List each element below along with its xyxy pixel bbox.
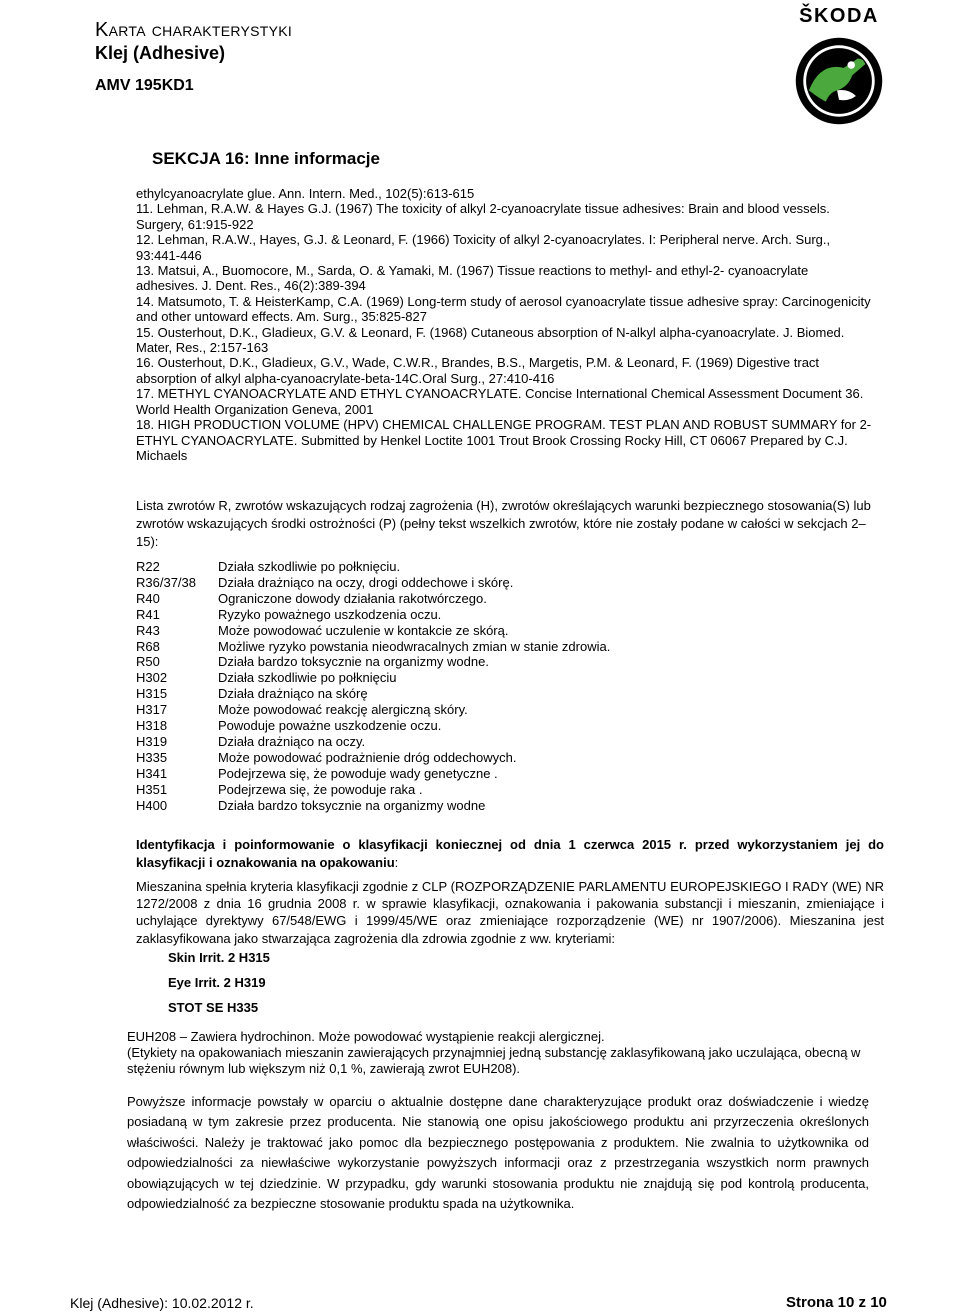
phrase-row bbox=[136, 591, 610, 607]
phrase-row bbox=[136, 559, 610, 575]
phrase-code: H319 bbox=[136, 733, 168, 749]
phrase-row bbox=[136, 670, 610, 686]
phrase-text: Ryzyko poważnego uszkodzenia oczu. bbox=[218, 606, 442, 622]
hazard-classes bbox=[168, 948, 270, 1023]
phrase-code: H315 bbox=[136, 686, 168, 702]
phrase-code: H335 bbox=[136, 749, 168, 765]
classification-heading bbox=[136, 836, 884, 872]
reference-item: 16. Ousterhout, D.K., Gladieux, G.V., Wade, C.W.R., Brandes, B.S., Margetis, P.M. & Leonard, F. (1969) Digestive tract absorption of alkyl alpha-cyanoacrylate-beta-14C.Oral Surg., 27:410-416 bbox=[136, 355, 820, 386]
footer-page-number: Strona 10 z 10 bbox=[786, 1294, 887, 1311]
euh-explanation: (Etykiety na opakowaniach mieszanin zawierających przynajmniej jedną substancję zaklasyfikowaną jako uczulająca, obecną w stężeniu równym lub większym niż 0,1 %, zawierają zwrot EUH208). bbox=[127, 1045, 861, 1076]
phrase-code: H351 bbox=[136, 781, 168, 797]
phrase-text: Może powodować podrażnienie dróg oddechowych. bbox=[218, 749, 517, 765]
reference-item: 14. Matsumoto, T. & HeisterKamp, C.A. (1969) Long-term study of aerosol cyanoacrylate tissue adhesive spray: Carcinogenicity and other untoward effects. Am. Surg., 35:825-827 bbox=[136, 293, 871, 325]
phrase-row bbox=[136, 798, 610, 814]
reference-item: 18. HIGH PRODUCTION VOLUME (HPV) CHEMICAL CHALLENGE PROGRAM. TEST PLAN AND ROBUST SUMMARY for 2-ETHYL CYANOACRYLATE. Submitted by Henkel Loctite 1001 Trout Brook Crossing Rocky Hill, CT 06067 Prepared by C.J. Michaels bbox=[136, 417, 872, 463]
phrase-text: Działa bardzo toksycznie na organizmy wodne bbox=[218, 797, 486, 813]
phrase-row bbox=[136, 782, 610, 798]
phrase-text: Podejrzewa się, że powoduje raka . bbox=[218, 781, 423, 797]
phrase-text: Powoduje poważne uszkodzenie oczu. bbox=[218, 718, 442, 734]
phrase-text: Działa drażniąco na oczy. bbox=[218, 733, 366, 749]
section-title: SEKCJA 16: Inne informacje bbox=[152, 149, 380, 168]
phrase-text: Działa szkodliwie po połknięciu bbox=[218, 670, 397, 686]
phrase-row bbox=[136, 734, 610, 750]
document-header bbox=[95, 18, 292, 96]
classification-body: Mieszanina spełnia kryteria klasyfikacji zgodnie z CLP (ROZPORZĄDZENIE PARLAMENTU EUROPEJSKIEGO I RADY (WE) NR 1272/2008 z dnia 16 grudnia 2008 r. w sprawie klasyfikacji, oznakowania i pakowania substancji i mieszanin, zmieniające i uchylające dyrektywy 67/548/EWG i 1999/45/WE oraz zmieniające rozporządzenie (WE) nr 1907/2006). Mieszanina jest zaklasyfikowana jako stwarzająca zagrożenia dla zdrowia zgodnie z ww. kryteriami: bbox=[136, 879, 884, 946]
references-list bbox=[136, 186, 872, 463]
phrase-row bbox=[136, 718, 610, 734]
phrase-code: R50 bbox=[136, 654, 160, 670]
phrase-code: H341 bbox=[136, 765, 168, 781]
skoda-logo-icon bbox=[792, 34, 886, 128]
phrase-code: R43 bbox=[136, 622, 160, 638]
phrase-text: Może powodować reakcję alergiczną skóry. bbox=[218, 702, 468, 718]
phrase-row bbox=[136, 607, 610, 623]
reference-item: 11. Lehman, R.A.W. & Hayes G.J. (1967) The toxicity of alkyl 2-cyanoacrylate tissue adhesives: Brain and blood vessels. Surgery, 61:915-922 bbox=[136, 201, 830, 232]
phrase-code: H317 bbox=[136, 702, 168, 718]
hazard-class: STOT SE H335 bbox=[168, 1000, 259, 1015]
euh-statement: EUH208 – Zawiera hydrochinon. Może powodować wystąpienie reakcji alergicznej. bbox=[127, 1029, 605, 1044]
document-title: Karta charakterystyki bbox=[95, 19, 293, 41]
product-code: AMV 195KD1 bbox=[95, 77, 194, 94]
phrase-text: Działa drażniąco na skórę bbox=[218, 686, 368, 702]
phrase-code: R68 bbox=[136, 638, 160, 654]
phrase-row bbox=[136, 639, 610, 655]
phrase-code: R22 bbox=[136, 559, 160, 574]
phrase-row bbox=[136, 686, 610, 702]
phrase-row bbox=[136, 766, 610, 782]
reference-item: 15. Ousterhout, D.K., Gladieux, G.V. & Leonard, F. (1968) Cutaneous absorption of N-alkyl alpha-cyanoacrylate. J. Biomed. Mater, Res., 2:157-163 bbox=[136, 324, 845, 356]
phrase-text: Działa drażniąco na oczy, drogi oddechowe i skórę. bbox=[218, 574, 514, 590]
phrase-row bbox=[136, 702, 610, 718]
phrases-list bbox=[136, 559, 610, 814]
phrase-text: Może powodować uczulenie w kontakcie ze skórą. bbox=[218, 622, 509, 638]
product-name: Klej (Adhesive) bbox=[95, 43, 226, 63]
phrase-text: Działa szkodliwie po połknięciu. bbox=[218, 559, 401, 574]
disclaimer: Powyższe informacje powstały w oparciu o aktualnie dostępne dane charakteryzujące produkt oraz doświadczenie i wiedzę posiadaną w tym zakresie przez producenta. Nie stanowią one opisu jakościowego produktu ani przyrzeczenia określonych właściwości. Należy je traktować jako pomoc dla bezpiecznego postępowania z produktem. Nie zwalnia to użytkownika od odpowiedzialności za niewłaściwe wykorzystanie powyższych informacji oraz z przestrzegania wszystkich norm prawnych obowiązujących w tej dziedzinie. W przypadku, gdy warunki stosowania produktu nie znajdują się pod kontrolą producenta, odpowiedzialność za bezpieczne stosowanie produktu spada na użytkownika. bbox=[127, 1094, 869, 1212]
reference-item: 17. METHYL CYANOACRYLATE AND ETHYL CYANOACRYLATE. Concise International Chemical Assessment Document 36. World Health Organization Geneva, 2001 bbox=[136, 386, 864, 417]
phrases-intro: Lista zwrotów R, zwrotów wskazujących rodzaj zagrożenia (H), zwrotów określających warunki bezpiecznego stosowania(S) lub zwrotów wskazujących środki ostrożności (P) (pełny tekst wszelkich zwrotów, które nie zostały podane w całości w sekcjach 2–15): bbox=[136, 498, 871, 549]
phrase-code: H302 bbox=[136, 670, 168, 686]
reference-item: 13. Matsui, A., Buomocore, M., Sarda, O. & Yamaki, M. (1967) Tissue reactions to methyl- and ethyl-2- cyanoacrylate adhesives. J. Dent. Res., 46(2):389-394 bbox=[136, 263, 809, 294]
phrase-row bbox=[136, 750, 610, 766]
hazard-class: Eye Irrit. 2 H319 bbox=[168, 975, 266, 990]
brand-wordmark: ŠKODA bbox=[799, 5, 879, 27]
phrase-code: H318 bbox=[136, 718, 168, 734]
classification-heading-suffix: : bbox=[394, 855, 399, 870]
euh-note bbox=[127, 1029, 887, 1077]
phrase-code: H400 bbox=[136, 797, 168, 813]
reference-item: 12. Lehman, R.A.W., Hayes, G.J. & Leonard, F. (1966) Toxicity of alkyl 2-cyanoacrylates. I: Peripheral nerve. Arch. Surg., 93:441-446 bbox=[136, 232, 831, 263]
brand-block bbox=[792, 4, 886, 128]
hazard-class: Skin Irrit. 2 H315 bbox=[168, 950, 270, 965]
phrase-code: R40 bbox=[136, 590, 160, 606]
reference-item: ethylcyanoacrylate glue. Ann. Intern. Med., 102(5):613-615 bbox=[136, 186, 475, 201]
footer-document-info: Klej (Adhesive): 10.02.2012 r. bbox=[70, 1295, 254, 1311]
phrase-text: Ograniczone dowody działania rakotwórczego. bbox=[218, 590, 487, 606]
phrase-code: R36/37/38 bbox=[136, 574, 196, 590]
phrase-row bbox=[136, 654, 610, 670]
phrase-text: Podejrzewa się, że powoduje wady genetyczne . bbox=[218, 765, 498, 781]
phrase-row bbox=[136, 575, 610, 591]
phrase-code: R41 bbox=[136, 606, 160, 622]
phrase-row bbox=[136, 623, 610, 639]
classification-heading-text: Identyfikacja i poinformowanie o klasyfikacji koniecznej od dnia 1 czerwca 2015 r. przed wykorzystaniem jej do klasyfikacji i oznakowania na opakowaniu bbox=[136, 837, 884, 870]
phrase-text: Działa bardzo toksycznie na organizmy wodne. bbox=[218, 654, 489, 670]
phrase-text: Możliwe ryzyko powstania nieodwracalnych zmian w stanie zdrowia. bbox=[218, 638, 611, 654]
